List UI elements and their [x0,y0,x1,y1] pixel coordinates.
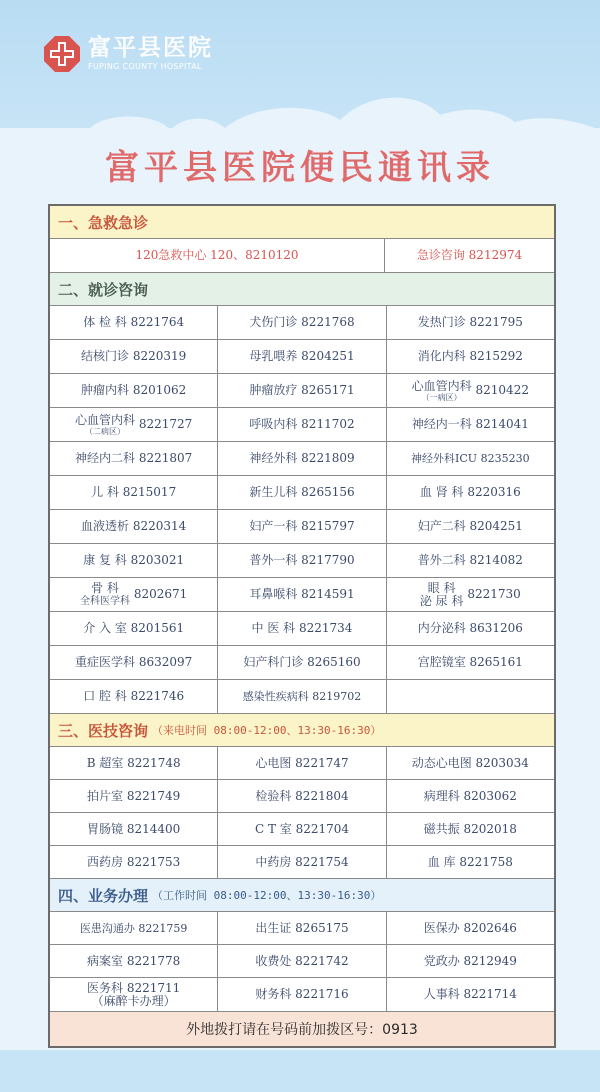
table-cell: 体 检 科 8221764 [50,306,218,339]
table-cell: 肿瘤内科 8201062 [50,374,218,407]
hospital-cross-icon [42,34,82,74]
cell-number: 8202671 [133,587,188,601]
table-cell [50,978,218,1011]
section-note: （来电时间 08:00-12:00、13:30-16:30） [152,724,382,737]
table-cell: 党政办 8212949 [423,953,517,968]
table-row [50,945,554,978]
table-cell: 结核门诊 8220319 [50,340,218,373]
table-cell: 动态心电图 8203034 [411,755,529,770]
table-cell: 神经外科ICU 8235230 [411,452,530,465]
table-row [50,578,554,612]
section-business-header [50,879,554,912]
table-cell: 妇产科门诊 8265160 [218,646,386,679]
table-cell: 耳鼻喉科 8214591 [218,578,386,611]
directory-table [48,204,556,1048]
cell-label: 心血管内科 [411,378,472,393]
cell-sublabel: 泌 尿 科 [419,593,464,608]
table-row [50,612,554,646]
table-cell [50,578,218,611]
bottom-band [0,1050,600,1092]
table-cell [387,680,554,713]
table-cell: 中 医 科 8221734 [218,612,386,645]
table-row [50,408,554,442]
table-row [50,510,554,544]
table-row [50,646,554,680]
table-cell: 出生证 8265175 [218,912,386,944]
emergency-center-cell: 120急救中心 120、8210120 [50,239,385,272]
table-cell: 人事科 8221714 [423,987,517,1001]
table-cell: 医患沟通办 8221759 [50,912,218,944]
table-row [50,912,554,945]
table-row [50,780,554,813]
cell-label: 眼 科 [427,580,456,595]
table-row [50,978,554,1012]
cell-number: 8210422 [475,383,529,397]
table-row [50,306,554,340]
table-cell [50,408,218,441]
table-cell: 拍片室 8221749 [50,780,218,812]
table-cell: 普外一科 8217790 [218,544,386,577]
cell-label: 心血管内科 [75,412,136,427]
table-row [50,374,554,408]
table-cell: 神经内一科 8214041 [411,417,529,431]
table-cell: 血液透析 8220314 [50,510,218,543]
table-cell: 血 肾 科 8220316 [419,485,521,499]
table-cell: 普外二科 8214082 [417,553,523,567]
table-cell: 康 复 科 8203021 [50,544,218,577]
table-row [50,747,554,780]
table-cell: 宫腔镜室 8265161 [417,655,523,669]
table-cell: 儿 科 8215017 [50,476,218,509]
section-title: 二、就诊咨询 [58,280,149,299]
table-cell: 医保办 8202646 [423,920,517,935]
table-cell: 磁共振 8202018 [423,821,517,836]
table-cell: 神经外科 8221809 [218,442,386,475]
table-cell: 财务科 8221716 [218,978,386,1011]
table-cell: C T 室 8221704 [218,813,386,845]
logo-english-name: FUPING COUNTY HOSPITAL [88,62,202,71]
cell-number: 8221727 [138,417,193,431]
table-cell: 口 腔 科 8221746 [50,680,218,713]
cell-number: 8221730 [467,587,521,601]
table-row [50,239,554,273]
table-cell: 心电图 8221747 [218,747,386,779]
table-cell: B 超室 8221748 [50,747,218,779]
table-cell: 呼吸内科 8211702 [218,408,386,441]
table-row [50,476,554,510]
logo-chinese-name: 富平县医院 [88,35,213,61]
table-cell: 母乳喂养 8204251 [218,340,386,373]
table-cell: 收费处 8221742 [218,945,386,977]
table-cell: 中药房 8221754 [218,846,386,878]
table-cell: 胃肠镜 8214400 [50,813,218,845]
table-cell: 新生儿科 8265156 [218,476,386,509]
section-title: 四、业务办理 [58,886,149,905]
emergency-consult-cell: 急诊咨询 8212974 [416,248,523,262]
section-title: 三、医技咨询 [58,721,149,740]
table-cell: 病案室 8221778 [50,945,218,977]
table-cell: 重症医学科 8632097 [50,646,218,679]
section-emergency-header [50,206,554,239]
table-cell [387,578,554,611]
cell-sublabel: （麻醉卡办理） [91,993,176,1008]
table-cell [387,374,554,407]
cell-label: 医务科 8221711 [87,980,181,995]
table-row [50,340,554,374]
section-title: 一、急救急诊 [58,213,149,232]
table-cell: 感染性疾病科 8219702 [218,680,386,713]
table-cell: 消化内科 8215292 [417,349,523,363]
table-cell: 内分泌科 8631206 [417,621,523,635]
table-cell: 介 入 室 8201561 [50,612,218,645]
table-row [50,442,554,476]
table-cell: 妇产二科 8204251 [417,519,523,533]
cell-sublabel: 全科医学科 [80,595,131,607]
table-cell: 犬伤门诊 8221768 [218,306,386,339]
cell-label: 骨 科 [91,580,119,595]
table-row [50,680,554,714]
table-cell: 妇产一科 8215797 [218,510,386,543]
cell-sublabel: （二病区） [85,426,126,436]
hospital-logo [42,34,213,74]
table-cell: 检验科 8221804 [218,780,386,812]
section-tech-header [50,714,554,747]
table-cell: 病理科 8203062 [423,788,517,803]
section-note: （工作时间 08:00-12:00、13:30-16:30） [152,889,382,902]
table-cell: 发热门诊 8221795 [417,315,523,329]
cell-sublabel: （一病区） [421,392,462,402]
table-row [50,813,554,846]
section-clinic-header [50,273,554,306]
table-cell: 神经内二科 8221807 [50,442,218,475]
area-code-note: 外地拨打请在号码前加拨区号：0913 [50,1012,554,1046]
table-cell: 血 库 8221758 [427,854,513,869]
table-cell: 西药房 8221753 [50,846,218,878]
table-row [50,846,554,879]
table-cell: 肿瘤放疗 8265171 [218,374,386,407]
page-title: 富平县医院便民通讯录 [105,148,495,188]
table-row [50,544,554,578]
